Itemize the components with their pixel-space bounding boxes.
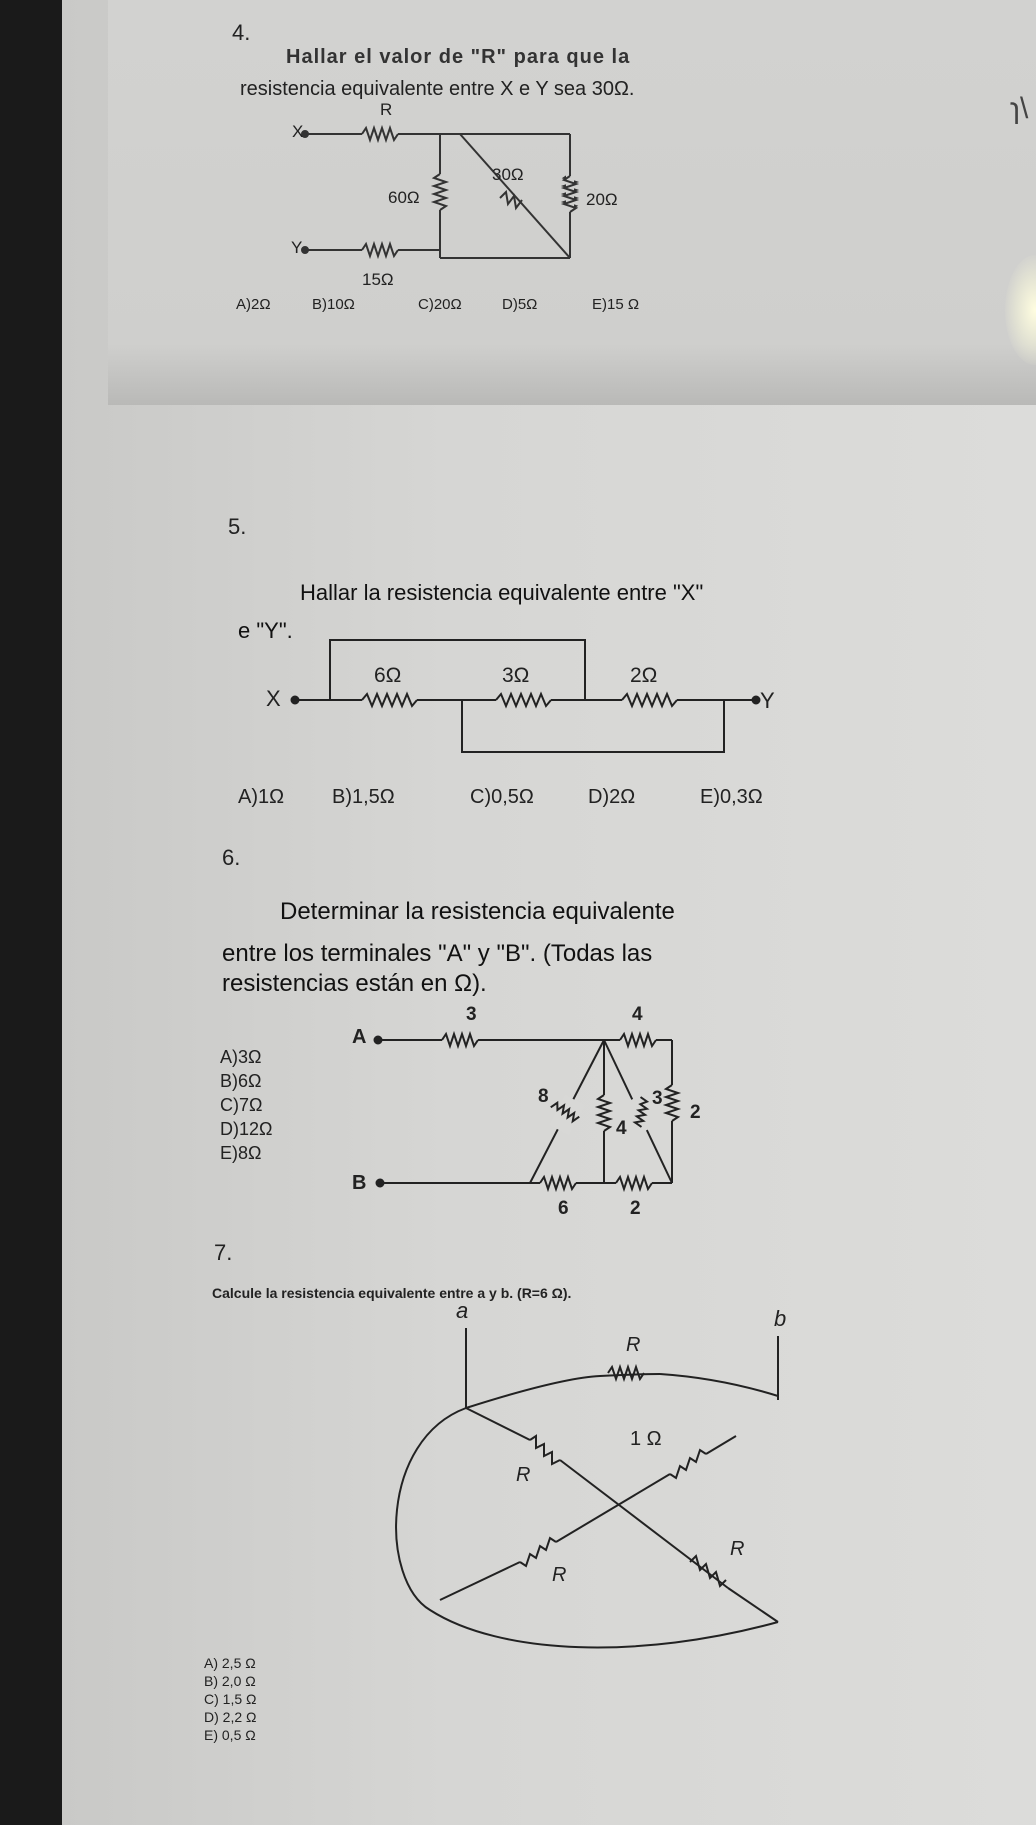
q5-statement-line2: e "Y".	[238, 618, 293, 643]
q5-option-c[interactable]: C)0,5Ω	[470, 786, 534, 808]
q4-option-c[interactable]: C)20Ω	[418, 296, 462, 313]
q7-option-d[interactable]: D) 2,2 Ω	[204, 1709, 257, 1725]
q4-label-15: 15Ω	[362, 270, 394, 289]
q5-label-x: X	[266, 686, 281, 711]
q4-label-60: 60Ω	[388, 188, 420, 207]
q7-label-1-ohm: 1 Ω	[630, 1428, 662, 1450]
q4-statement-line1: Hallar el valor de "R" para que la	[286, 46, 631, 68]
q5-option-b[interactable]: B)1,5Ω	[332, 786, 395, 808]
q7-option-c[interactable]: C) 1,5 Ω	[204, 1691, 257, 1707]
margin-mark: ɿ\	[1010, 92, 1029, 125]
q6-statement-line2: entre los terminales "A" y "B". (Todas las	[222, 940, 653, 967]
q5-label-6: 6Ω	[374, 664, 402, 687]
q5-statement-line1: Hallar la resistencia equivalente entre "X"	[300, 580, 704, 605]
q4-label-y: Y	[291, 238, 303, 257]
q6-label-2-bottom: 2	[630, 1198, 641, 1219]
q5-option-a[interactable]: A)1Ω	[238, 786, 285, 808]
q6-option-c[interactable]: C)7Ω	[220, 1095, 263, 1115]
q4-option-b[interactable]: B)10Ω	[312, 296, 355, 313]
q4-number: 4.	[232, 20, 251, 45]
q6-statement-line3: resistencias están en Ω).	[222, 970, 487, 997]
q4-option-e[interactable]: E)15 Ω	[592, 296, 640, 313]
q5-option-e[interactable]: E)0,3Ω	[700, 786, 763, 808]
q7-number: 7.	[214, 1240, 233, 1265]
q6-option-d[interactable]: D)12Ω	[220, 1119, 273, 1139]
q4-option-d[interactable]: D)5Ω	[502, 296, 538, 313]
q6-label-8: 8	[538, 1086, 549, 1107]
q7-label-r-left-down: R	[552, 1564, 567, 1586]
q6-label-2-right: 2	[690, 1102, 701, 1123]
q7-option-b[interactable]: B) 2,0 Ω	[204, 1673, 256, 1689]
q7-label-r-top: R	[626, 1334, 641, 1356]
q4-option-a[interactable]: A)2Ω	[236, 296, 271, 313]
q6-option-a[interactable]: A)3Ω	[220, 1047, 262, 1067]
q6-label-a: A	[352, 1026, 367, 1048]
q4-label-x: X	[292, 122, 304, 141]
q7-label-r-left-up: R	[516, 1464, 531, 1486]
q7-option-e[interactable]: E) 0,5 Ω	[204, 1727, 256, 1743]
q5-label-2: 2Ω	[630, 664, 658, 687]
q6-label-4-top: 4	[632, 1004, 643, 1025]
q4-label-r: R	[380, 100, 393, 119]
q7-label-a: a	[456, 1298, 469, 1323]
q5-label-y: Y	[760, 688, 775, 713]
q6-label-3-top: 3	[466, 1004, 477, 1025]
q7-label-r-right: R	[730, 1538, 745, 1560]
q7-label-b: b	[774, 1306, 787, 1331]
q5-label-3: 3Ω	[502, 664, 530, 687]
q6-option-b[interactable]: B)6Ω	[220, 1071, 262, 1091]
q6-label-4-mid: 4	[616, 1118, 627, 1139]
q5-number: 5.	[228, 514, 247, 539]
q6-number: 6.	[222, 845, 241, 870]
q7-statement: Calcule la resistencia equivalente entre a y b. (R=6 Ω).	[212, 1285, 572, 1301]
q6-statement-line1: Determinar la resistencia equivalente	[280, 898, 675, 925]
q7-option-a[interactable]: A) 2,5 Ω	[204, 1655, 256, 1671]
q4-label-20: 20Ω	[586, 190, 618, 209]
q4-statement-line2: resistencia equivalente entre X e Y sea 30Ω.	[240, 78, 635, 100]
q6-label-b: B	[352, 1172, 367, 1194]
q6-label-3-mid: 3	[652, 1088, 663, 1109]
q6-option-e[interactable]: E)8Ω	[220, 1143, 262, 1163]
q5-option-d[interactable]: D)2Ω	[588, 786, 636, 808]
q6-label-6: 6	[558, 1198, 569, 1219]
q4-label-30: 30Ω	[492, 165, 524, 184]
